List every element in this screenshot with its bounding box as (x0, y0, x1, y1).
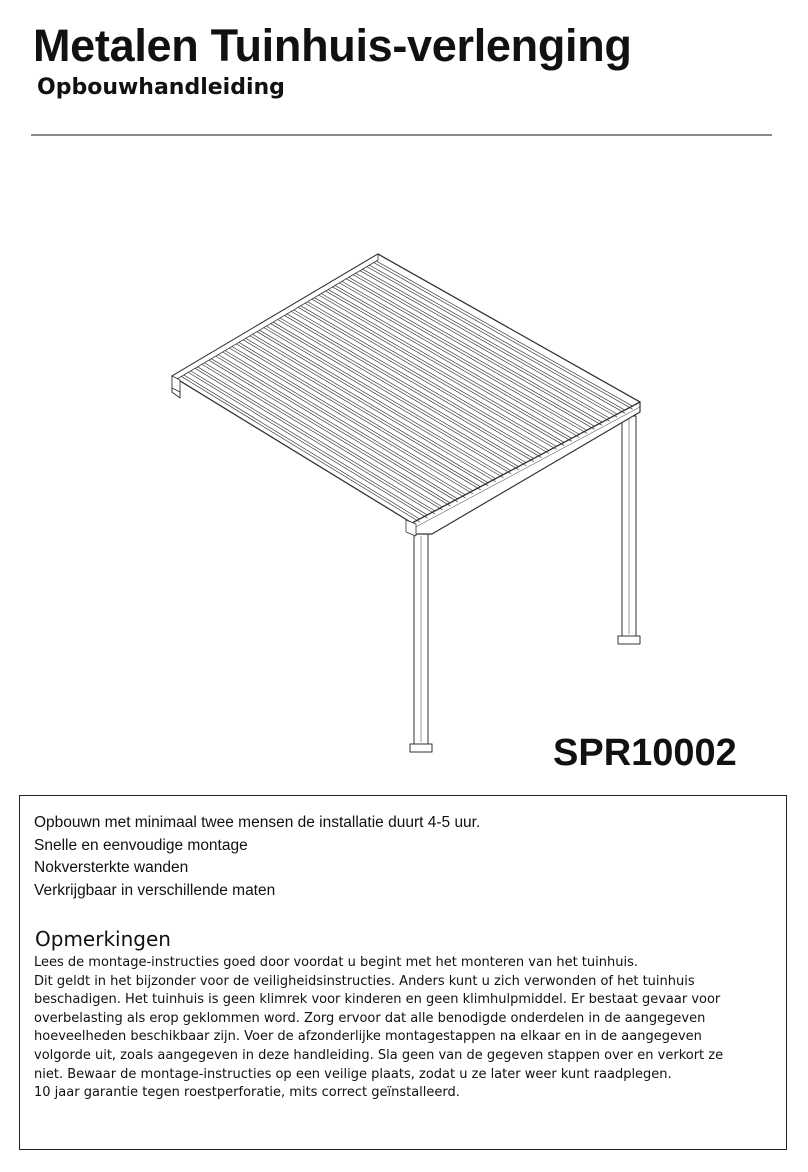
notes-line: Dit geldt in het bijzonder voor de veiligheidsinstructies. Anders kunt u zich verwonden of het tuinhuis (34, 973, 695, 989)
carport-roof-icon (150, 240, 660, 760)
notes-line: hoeveelheden beschikbaar zijn. Voer de afzonderlijke montagestappen na elkaar en in de aangegeven (34, 1029, 702, 1045)
notes-line: niet. Bewaar de montage-instructies op een veilige plaats, zodat u ze later weer kunt raadplegen. (34, 1066, 672, 1082)
notes-line: volgorde uit, zoals aangegeven in deze handleiding. Sla geen van de gegeven stappen over en verkort ze (34, 1047, 724, 1063)
header-divider (31, 134, 772, 136)
feature-list (34, 812, 480, 902)
feature-item: Verkrijgbaar in verschillende maten (34, 881, 276, 899)
document-title: Metalen Tuinhuis-verlenging (33, 20, 632, 71)
feature-item: Opbouwn met minimaal twee mensen de installatie duurt 4-5 uur. (34, 814, 481, 831)
notes-paragraph (34, 954, 754, 1103)
feature-item: Snelle en eenvoudige montage (34, 836, 248, 854)
notes-line: beschadigen. Het tuinhuis is geen klimrek voor kinderen en geen klimhulpmiddel. Er bestaat gevaar voor (34, 992, 721, 1008)
notes-line: 10 jaar garantie tegen roestperforatie, mits correct geïnstalleerd. (34, 1085, 460, 1101)
document-subtitle: Opbouwhandleiding (37, 75, 285, 100)
notes-line: Lees de montage-instructies goed door voordat u begint met het monteren van het tuinhuis. (34, 955, 638, 970)
model-number: SPR10002 (553, 732, 737, 774)
front-post-left (410, 534, 432, 752)
front-post-right (618, 416, 640, 644)
feature-item: Nokversterkte wanden (34, 859, 189, 877)
info-box (19, 795, 787, 1150)
notes-line: overbelasting als erop geklommen word. Zorg ervoor dat alle benodigde onderdelen in de aangegeven (34, 1010, 706, 1026)
notes-heading: Opmerkingen (35, 927, 171, 951)
